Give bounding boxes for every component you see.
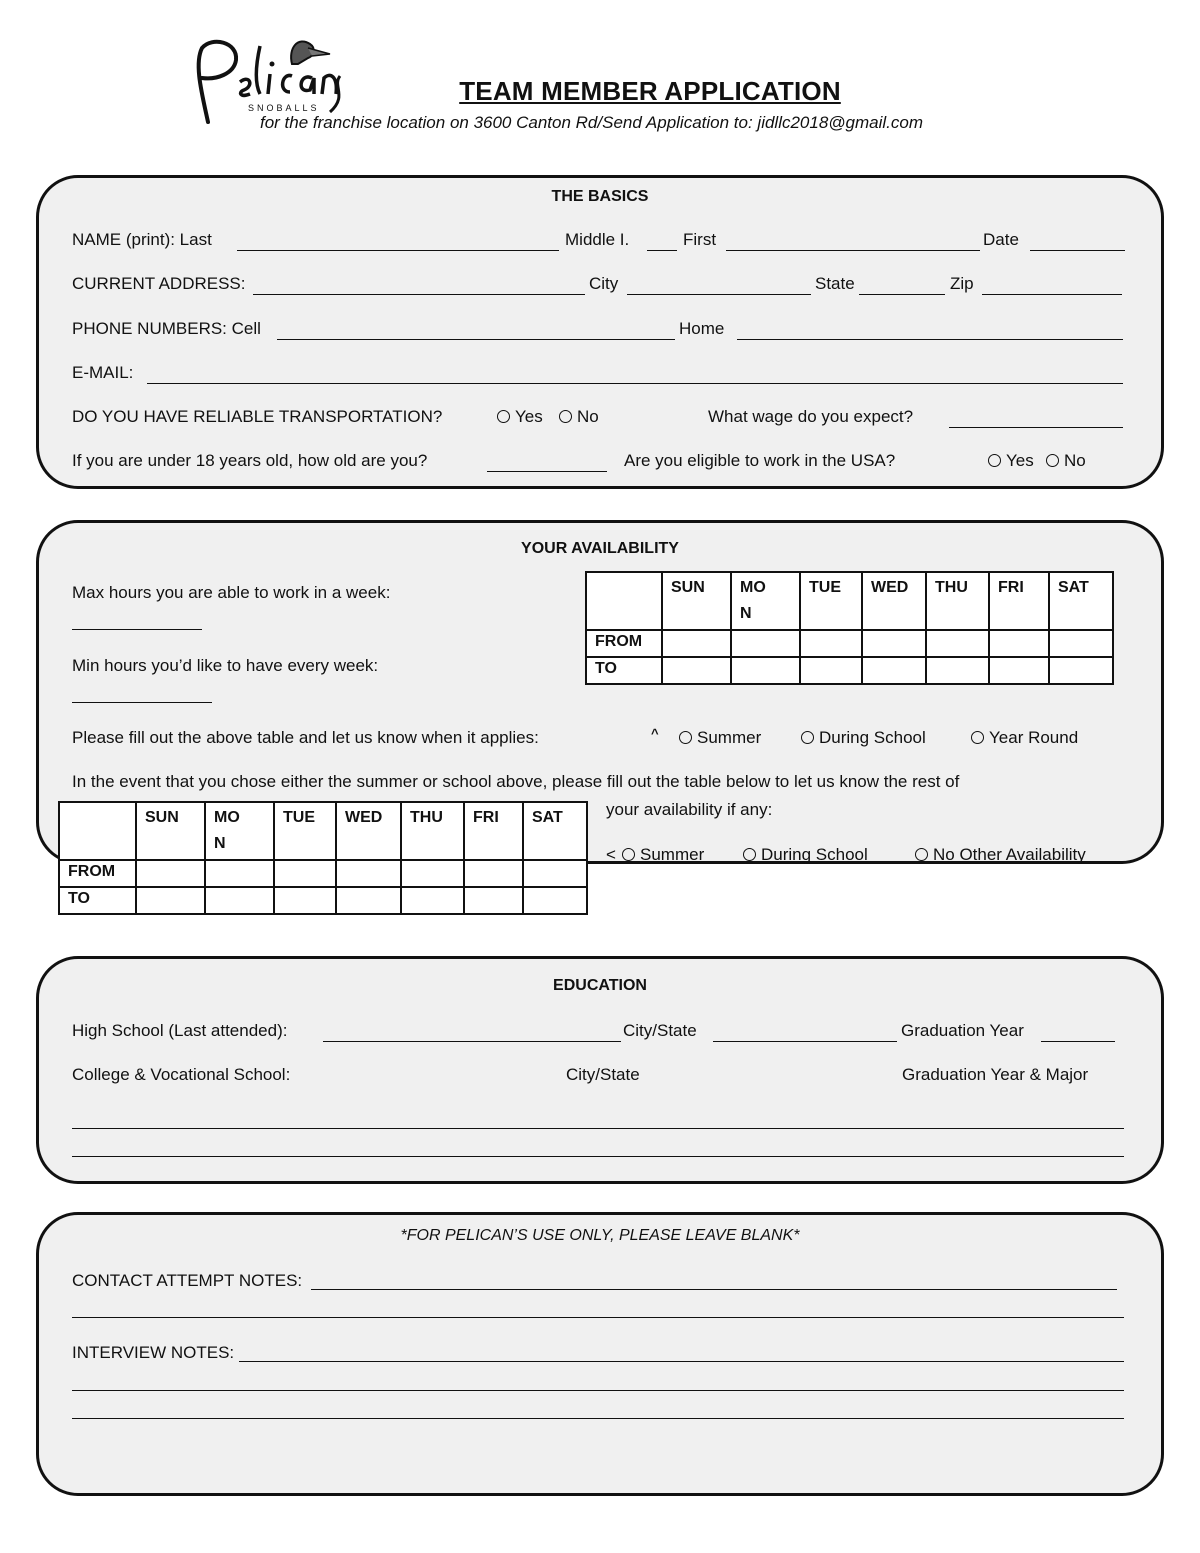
during-school-radio[interactable]: During School <box>801 728 926 748</box>
from-cell[interactable] <box>401 860 464 887</box>
rest-summer-radio[interactable]: Summer <box>622 845 704 865</box>
to-cell[interactable] <box>926 657 989 684</box>
applies-label: Please fill out the above table and let us know when it applies: <box>72 728 539 747</box>
from-cell[interactable] <box>205 860 274 887</box>
to-cell[interactable] <box>989 657 1049 684</box>
middle-initial-field[interactable] <box>647 250 677 251</box>
date-label: Date <box>983 230 1019 249</box>
cell-phone-field[interactable] <box>277 339 675 340</box>
to-cell[interactable] <box>274 887 336 914</box>
min-hours-field[interactable] <box>72 702 212 703</box>
phone-cell-label: PHONE NUMBERS: Cell <box>72 319 261 338</box>
wage-label: What wage do you expect? <box>708 407 914 426</box>
college-entry-line[interactable] <box>72 1128 1124 1129</box>
contact-notes-field[interactable] <box>311 1289 1117 1290</box>
summer-radio[interactable]: Summer <box>679 728 761 748</box>
day-header-thu: THU <box>401 802 464 860</box>
to-cell[interactable] <box>464 887 523 914</box>
day-header-sat: SAT <box>523 802 587 860</box>
to-cell[interactable] <box>401 887 464 914</box>
rest-school-radio[interactable]: During School <box>743 845 868 865</box>
high-school-field[interactable] <box>323 1041 621 1042</box>
to-cell[interactable] <box>662 657 731 684</box>
to-cell[interactable] <box>862 657 926 684</box>
radio-circle-icon <box>679 731 692 744</box>
radio-circle-icon <box>1046 454 1059 467</box>
transport-no-radio[interactable]: No <box>559 407 599 427</box>
radio-circle-icon <box>559 410 572 423</box>
rest-availability-text-2: your availability if any: <box>606 800 773 819</box>
city-label: City <box>589 274 619 293</box>
day-header-tue: TUE <box>274 802 336 860</box>
city-field[interactable] <box>627 294 811 295</box>
day-header-fri: FRI <box>989 572 1049 630</box>
from-cell[interactable] <box>523 860 587 887</box>
availability-title: YOUR AVAILABILITY <box>521 540 679 557</box>
from-cell[interactable] <box>336 860 401 887</box>
zip-label: Zip <box>950 274 974 293</box>
day-header-thu: THU <box>926 572 989 630</box>
transport-yes-radio[interactable]: Yes <box>497 407 543 427</box>
max-hours-label: Max hours you are able to work in a week: <box>72 583 391 602</box>
name-last-label: NAME (print): Last <box>72 230 212 249</box>
contact-notes-label: CONTACT ATTEMPT NOTES: <box>72 1271 303 1290</box>
college-entry-line[interactable] <box>72 1156 1124 1157</box>
interview-notes-line[interactable] <box>72 1390 1124 1391</box>
graduation-year-label: Graduation Year <box>901 1021 1024 1040</box>
document-subtitle: for the franchise location on 3600 Canton Rd/Send Application to: jidllc2018@gmail.com <box>260 113 924 132</box>
year-round-radio[interactable]: Year Round <box>971 728 1078 748</box>
email-field[interactable] <box>147 383 1123 384</box>
transportation-label: DO YOU HAVE RELIABLE TRANSPORTATION? <box>72 407 443 426</box>
basics-panel <box>36 175 1164 489</box>
education-title: EDUCATION <box>553 977 647 994</box>
graduation-year-field[interactable] <box>1041 1041 1115 1042</box>
availability-table-secondary <box>58 801 588 915</box>
day-header-sat: SAT <box>1049 572 1113 630</box>
from-cell[interactable] <box>464 860 523 887</box>
table-corner-cell <box>59 802 136 860</box>
radio-circle-icon <box>971 731 984 744</box>
office-use-panel <box>36 1212 1164 1496</box>
graduation-major-label: Graduation Year & Major <box>902 1065 1089 1084</box>
day-header-wed: WED <box>862 572 926 630</box>
row-label-from: FROM <box>586 630 662 657</box>
from-cell[interactable] <box>989 630 1049 657</box>
to-cell[interactable] <box>731 657 800 684</box>
radio-circle-icon <box>743 848 756 861</box>
day-header-tue: TUE <box>800 572 862 630</box>
address-label: CURRENT ADDRESS: <box>72 274 246 293</box>
day-header-mon: MO N <box>205 802 274 860</box>
state-label: State <box>815 274 855 293</box>
contact-notes-line[interactable] <box>72 1317 1124 1318</box>
eligible-label: Are you eligible to work in the USA? <box>624 451 896 470</box>
basics-title: THE BASICS <box>551 188 649 205</box>
college-label: College & Vocational School: <box>72 1065 291 1084</box>
home-phone-label: Home <box>679 319 725 338</box>
from-cell[interactable] <box>136 860 205 887</box>
to-cell[interactable] <box>523 887 587 914</box>
availability-table-primary <box>585 571 1114 685</box>
day-header-sun: SUN <box>662 572 731 630</box>
to-cell[interactable] <box>800 657 862 684</box>
svg-text:SNOBALLS: SNOBALLS <box>248 103 320 113</box>
from-cell[interactable] <box>1049 630 1113 657</box>
day-header-fri: FRI <box>464 802 523 860</box>
hs-city-state-label: City/State <box>623 1021 697 1040</box>
min-hours-label: Min hours you’d like to have every week: <box>72 656 379 675</box>
day-header-sun: SUN <box>136 802 205 860</box>
last-name-field[interactable] <box>237 250 559 251</box>
from-cell[interactable] <box>731 630 800 657</box>
from-cell[interactable] <box>662 630 731 657</box>
applies-marker: ^ <box>651 726 659 741</box>
state-field[interactable] <box>859 294 945 295</box>
to-cell[interactable] <box>205 887 274 914</box>
radio-circle-icon <box>801 731 814 744</box>
interview-notes-field[interactable] <box>239 1361 1124 1362</box>
hs-city-state-field[interactable] <box>713 1041 897 1042</box>
eligible-no-radio[interactable]: No <box>1046 451 1086 471</box>
row-label-from: FROM <box>59 860 136 887</box>
row-label-to: TO <box>59 887 136 914</box>
zip-field[interactable] <box>982 294 1122 295</box>
radio-circle-icon <box>497 410 510 423</box>
row-label-to: TO <box>586 657 662 684</box>
to-cell[interactable] <box>1049 657 1113 684</box>
education-panel <box>36 956 1164 1184</box>
to-cell[interactable] <box>336 887 401 914</box>
from-cell[interactable] <box>862 630 926 657</box>
table-corner-cell <box>586 572 662 630</box>
high-school-label: High School (Last attended): <box>72 1021 288 1040</box>
home-phone-field[interactable] <box>737 339 1123 340</box>
eligible-yes-radio[interactable]: Yes <box>988 451 1034 471</box>
no-other-availability-radio[interactable]: No Other Availability <box>915 845 1086 865</box>
max-hours-field[interactable] <box>72 629 202 630</box>
to-cell[interactable] <box>136 887 205 914</box>
age-field[interactable] <box>487 471 607 472</box>
middle-initial-label: Middle I. <box>565 230 630 249</box>
first-name-label: First <box>683 230 717 249</box>
interview-notes-label: INTERVIEW NOTES: <box>72 1343 235 1362</box>
day-header-mon: MO N <box>731 572 800 630</box>
from-cell[interactable] <box>926 630 989 657</box>
age-label: If you are under 18 years old, how old are you? <box>72 451 428 470</box>
document-title: TEAM MEMBER APPLICATION <box>459 76 841 106</box>
from-cell[interactable] <box>800 630 862 657</box>
first-name-field[interactable] <box>726 250 980 251</box>
radio-circle-icon <box>622 848 635 861</box>
rest-marker: < <box>606 845 616 864</box>
college-city-state-label: City/State <box>566 1065 640 1084</box>
office-use-title: *FOR PELICAN’S USE ONLY, PLEASE LEAVE BLANK* <box>400 1227 800 1244</box>
radio-circle-icon <box>988 454 1001 467</box>
day-header-wed: WED <box>336 802 401 860</box>
address-field[interactable] <box>253 294 585 295</box>
interview-notes-line[interactable] <box>72 1418 1124 1419</box>
email-label: E-MAIL: <box>72 363 134 382</box>
date-field[interactable] <box>1030 250 1125 251</box>
rest-availability-text-1: In the event that you chose either the summer or school above, please fill out the table below to let us know the rest of <box>72 772 960 791</box>
from-cell[interactable] <box>274 860 336 887</box>
radio-circle-icon <box>915 848 928 861</box>
wage-field[interactable] <box>949 427 1123 428</box>
